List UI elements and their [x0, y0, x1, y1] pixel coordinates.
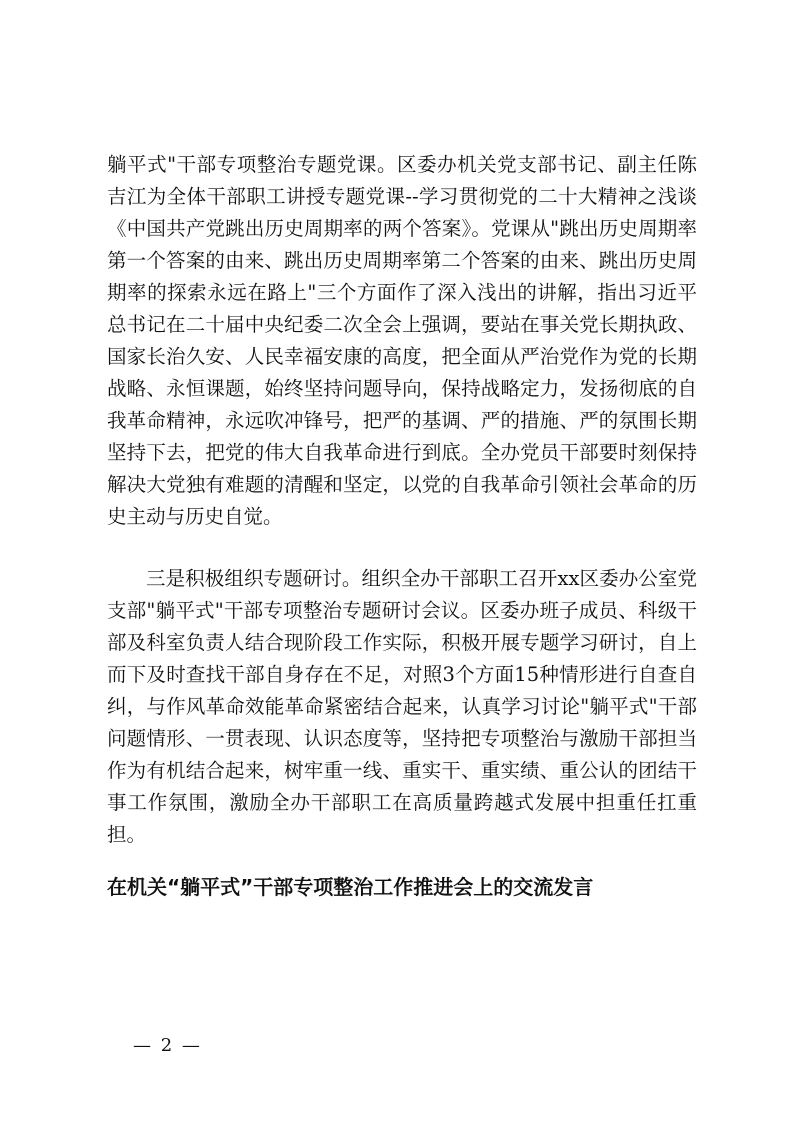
section-heading: 在机关“躺平式”干部专项整治工作推进会上的交流发言	[107, 875, 594, 899]
body-paragraph-2: 三是积极组织专题研讨。组织全办干部职工召开xx区委办公室党支部"躺平式"干部专项整治专题研讨会议。区委办班子成员、科级干部及科室负责人结合现阶段工作实际，积极开展专题学习研讨，自上而下及时查找干部自身存在不足，对照3个方面15种情形进行自查自纠，与作风革命效能革命紧密结合起来，认真学习讨论"躺平式"干部问题情形、一贯表现、认识态度等，坚持把专项整治与激励干部担当作为有机结合起来，树牢重一线、重实干、重实绩、重公认的团结干事工作氛围，激励全办干部职工在高质量跨越式发展中担重任扛重担。	[107, 567, 697, 846]
page-number: — 2 —	[133, 1035, 202, 1056]
body-paragraph-1: 躺平式"干部专项整治专题党课。区委办机关党支部书记、副主任陈吉江为全体干部职工讲授专题党课--学习贯彻党的二十大精神之浅谈《中国共产党跳出历史周期率的两个答案》。党课从"跳出历史周期率第一个答案的由来、跳出历史周期率第二个答案的由来、跳出历史周期率的探索永远在路上"三个方面作了深入浅出的讲解，指出习近平总书记在二十届中央纪委二次全会上强调，要站在事关党长期执政、国家长治久安、人民幸福安康的高度，把全面从严治党作为党的长期战略、永恒课题，始终坚持问题导向，保持战略定力，发扬彻底的自我革命精神，永远吹冲锋号，把严的基调、严的措施、严的氛围长期坚持下去，把党的伟大自我革命进行到底。全办党员干部要时刻保持解决大党独有难题的清醒和坚定，以党的自我革命引领社会革命的历史主动与历史自觉。	[107, 153, 697, 528]
